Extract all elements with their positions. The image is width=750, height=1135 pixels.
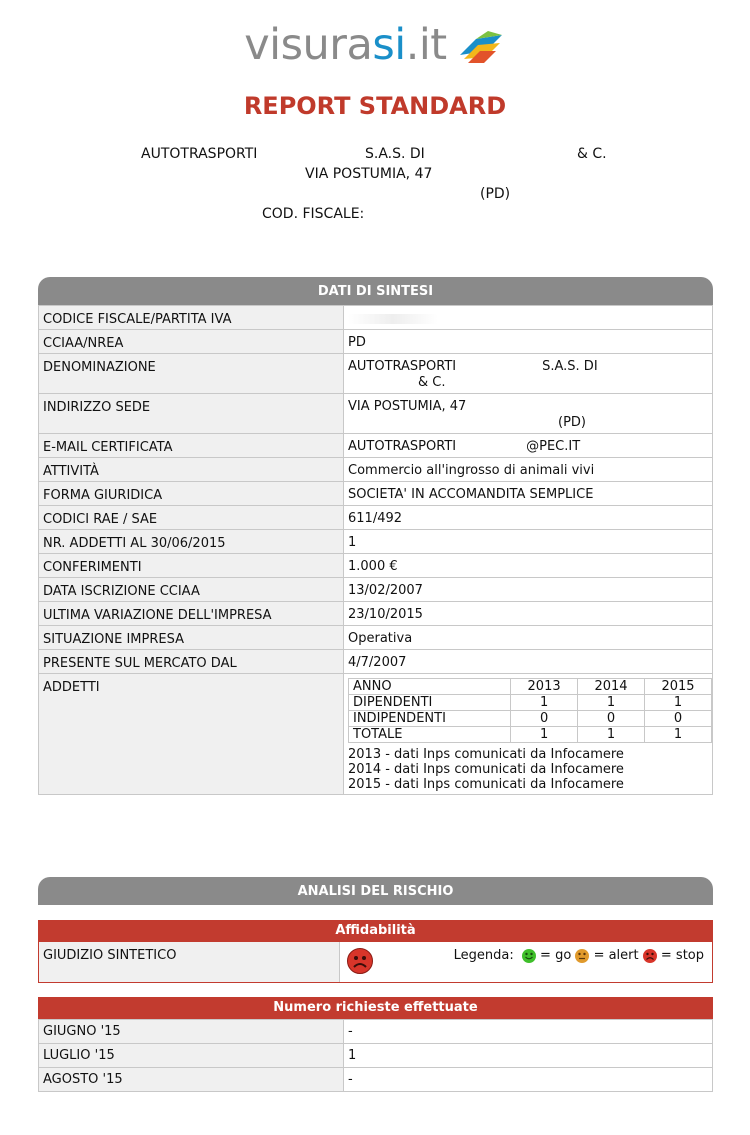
row-label: ULTIMA VARIAZIONE DELL'IMPRESA bbox=[39, 602, 344, 626]
table-row bbox=[39, 354, 713, 394]
table-row bbox=[39, 1068, 713, 1092]
table-row bbox=[39, 394, 713, 434]
richieste-header: Numero richieste effettuate bbox=[38, 997, 713, 1019]
row-label: E-MAIL CERTIFICATA bbox=[39, 434, 344, 458]
row-label: SITUAZIONE IMPRESA bbox=[39, 626, 344, 650]
row-label: AGOSTO '15 bbox=[39, 1068, 344, 1092]
row-label: PRESENTE SUL MERCATO DAL bbox=[39, 650, 344, 674]
row-value: Operativa bbox=[344, 626, 713, 650]
row-value: - bbox=[344, 1020, 713, 1044]
row-label: CODICE FISCALE/PARTITA IVA bbox=[39, 306, 344, 330]
table-row bbox=[39, 330, 713, 354]
sad-face-icon bbox=[643, 949, 657, 963]
richieste-table bbox=[38, 1019, 713, 1092]
row-value: 4/7/2007 bbox=[344, 650, 713, 674]
address-line: VIA POSTUMIA, 47 bbox=[305, 166, 433, 182]
row-label: CODICI RAE / SAE bbox=[39, 506, 344, 530]
city-line: (PD) bbox=[480, 186, 511, 202]
table-row bbox=[39, 626, 713, 650]
section-analisi-del-rischio: ANALISI DEL RISCHIO bbox=[38, 877, 713, 905]
affidabilita-header: Affidabilità bbox=[38, 920, 713, 942]
table-row bbox=[39, 578, 713, 602]
table-row bbox=[39, 482, 713, 506]
table-row bbox=[39, 650, 713, 674]
row-value: SOCIETA' IN ACCOMANDITA SEMPLICE bbox=[344, 482, 713, 506]
row-value: AUTOTRASPORTI S.A.S. DI & C. bbox=[344, 354, 713, 394]
row-value: PD bbox=[344, 330, 713, 354]
row-label: FORMA GIURIDICA bbox=[39, 482, 344, 506]
legend: Legenda: = go = alert = stop bbox=[453, 948, 704, 963]
table-row bbox=[39, 306, 713, 330]
row-value: AUTOTRASPORTI @PEC.IT bbox=[344, 434, 713, 458]
row-value: 23/10/2015 bbox=[344, 602, 713, 626]
giudizio-label-cell bbox=[39, 942, 340, 982]
addetti-table bbox=[348, 678, 712, 743]
report-title: REPORT STANDARD bbox=[243, 92, 507, 120]
row-value: 1 bbox=[344, 530, 713, 554]
sad-face-icon bbox=[347, 948, 373, 974]
row-label: GIUGNO '15 bbox=[39, 1020, 344, 1044]
row-value: 1.000 € bbox=[344, 554, 713, 578]
addetti-row: INDIPENDENTI 0 0 0 bbox=[349, 711, 712, 727]
table-row bbox=[39, 554, 713, 578]
row-value: 611/492 bbox=[344, 506, 713, 530]
redacted-value bbox=[348, 314, 438, 324]
row-value: VIA POSTUMIA, 47 (PD) bbox=[344, 394, 713, 434]
table-row-addetti bbox=[39, 674, 713, 795]
logo-text: visurasi.it bbox=[244, 20, 447, 70]
logo-mark-icon bbox=[456, 25, 506, 65]
affidabilita-box bbox=[38, 942, 713, 983]
row-value: 1 bbox=[344, 1044, 713, 1068]
table-row bbox=[39, 506, 713, 530]
row-label: ADDETTI bbox=[39, 674, 344, 795]
row-label: NR. ADDETTI AL 30/06/2015 bbox=[39, 530, 344, 554]
neutral-face-icon bbox=[575, 949, 589, 963]
table-row bbox=[39, 434, 713, 458]
row-label: ATTIVITÀ bbox=[39, 458, 344, 482]
table-row bbox=[39, 530, 713, 554]
happy-face-icon bbox=[522, 949, 536, 963]
row-label: DENOMINAZIONE bbox=[39, 354, 344, 394]
row-label: CONFERIMENTI bbox=[39, 554, 344, 578]
table-row bbox=[39, 602, 713, 626]
addetti-notes: 2013 - dati Inps comunicati da Infocamere 2014 - dati Inps comunicati da Infocamere 2015 - dati Inps comunicati da Infocamere bbox=[348, 747, 624, 792]
sintesi-table bbox=[38, 305, 713, 795]
giudizio-label: GIUDIZIO SINTETICO bbox=[43, 948, 177, 963]
row-value: 13/02/2007 bbox=[344, 578, 713, 602]
addetti-header-row: ANNO 2013 2014 2015 bbox=[349, 679, 712, 695]
row-value bbox=[344, 306, 713, 330]
row-value: - bbox=[344, 1068, 713, 1092]
fiscal-code-line: COD. FISCALE: bbox=[262, 206, 365, 222]
visurasi-logo bbox=[0, 20, 750, 80]
section-dati-di-sintesi: DATI DI SINTESI bbox=[38, 277, 713, 305]
row-label: LUGLIO '15 bbox=[39, 1044, 344, 1068]
addetti-row: TOTALE 1 1 1 bbox=[349, 727, 712, 743]
table-row bbox=[39, 458, 713, 482]
table-row bbox=[39, 1020, 713, 1044]
addetti-row: DIPENDENTI 1 1 1 bbox=[349, 695, 712, 711]
row-label: DATA ISCRIZIONE CCIAA bbox=[39, 578, 344, 602]
table-row bbox=[39, 1044, 713, 1068]
row-value: Commercio all'ingrosso di animali vivi bbox=[344, 458, 713, 482]
addetti-cell bbox=[344, 674, 713, 795]
row-label: CCIAA/NREA bbox=[39, 330, 344, 354]
company-name-line: AUTOTRASPORTI S.A.S. DI & C. bbox=[141, 146, 607, 162]
row-label: INDIRIZZO SEDE bbox=[39, 394, 344, 434]
